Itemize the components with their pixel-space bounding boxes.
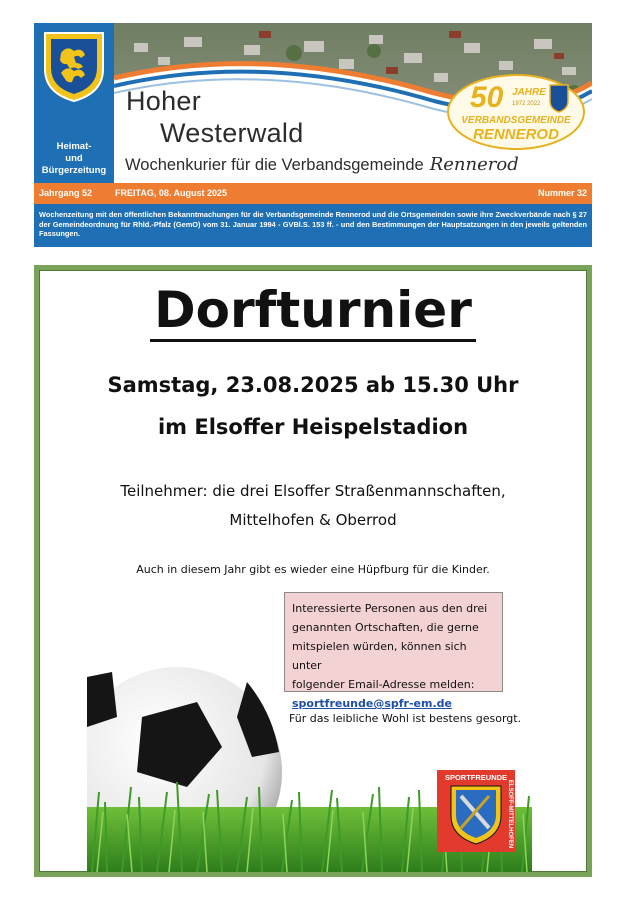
poster-title-text: Dorfturnier	[150, 281, 476, 342]
masthead-subtitle	[125, 154, 519, 175]
issue-date: FREITAG, 08. August 2025	[115, 188, 228, 198]
poster-title	[39, 281, 587, 339]
masthead-title-line1: Hoher	[126, 86, 202, 116]
contact-line2: genannten Ortschaften, die gerne	[292, 621, 479, 634]
legal-notice: Wochenzeitung mit den öffentlichen Bekanntmachungen für die Verbandsgemeinde Rennerod und die Ortsgemeinden sowie ihre Zweckverbände nach § 27 der Gemeindeordnung für Rhld.-Pfalz (GemO) vom 31. Januar 1994 - GVBl.S. 153 ff. - und den Bestimmungen der Hauptsatzungen in den jeweils geltenden Fassungen.	[34, 204, 592, 247]
crest-caption-1: Heimat-	[56, 141, 92, 152]
crest-caption-3: Bürgerzeitung	[41, 165, 107, 176]
contact-line3: mitspielen würden, können sich unter	[292, 640, 467, 672]
club-name-top: SPORTFREUNDE	[444, 773, 508, 782]
contact-line1: Interessierte Personen aus den drei	[292, 602, 488, 615]
coat-of-arms-icon	[43, 31, 105, 103]
subtitle-text: Wochenkurier für die Verbandsgemeinde	[125, 156, 424, 174]
crest-column	[34, 23, 114, 183]
badge-line2: RENNEROD	[473, 126, 559, 143]
poster-teams-line1: Teilnehmer: die drei Elsoffer Straßenmannschaften,	[120, 482, 506, 500]
contact-box	[284, 592, 503, 710]
anniversary-badge	[446, 73, 586, 151]
badge-word: JAHRE	[512, 87, 546, 98]
contact-email-link[interactable]: sportfreunde@spfr-em.de	[292, 697, 452, 710]
crest-caption	[34, 141, 114, 177]
badge-crest-icon	[550, 85, 568, 112]
crest-caption-2: und	[65, 153, 83, 164]
masthead-title-line2: Westerwald	[160, 118, 304, 148]
poster-welfare-note: Für das leibliche Wohl ist bestens gesorgt.	[289, 712, 522, 725]
badge-number: 50	[470, 81, 504, 114]
contact-line4: folgender Email-Adresse melden:	[292, 678, 475, 691]
poster-venue: im Elsoffer Heispelstadion	[157, 415, 469, 439]
badge-line1: VERBANDSGEMEINDE	[461, 115, 571, 126]
masthead	[34, 23, 592, 183]
event-poster	[34, 265, 592, 877]
issue-number: Nummer 32	[537, 188, 587, 198]
club-crest-icon	[437, 770, 515, 852]
poster-date: Samstag, 23.08.2025 ab 15.30 Uhr	[107, 373, 519, 397]
subtitle-place: Rennerod	[429, 154, 519, 175]
badge-years: 1972 2022	[512, 101, 541, 107]
club-name-bottom: ELSOFF-MITTELHOFEN	[507, 779, 513, 849]
poster-bouncy-castle-note: Auch in diesem Jahr gibt es wieder eine Hüpfburg für die Kinder.	[136, 563, 490, 576]
issue-volume: Jahrgang 52	[39, 188, 93, 198]
issue-info-bar	[34, 183, 592, 204]
poster-teams-line2: Mittelhofen & Oberrod	[229, 511, 397, 529]
